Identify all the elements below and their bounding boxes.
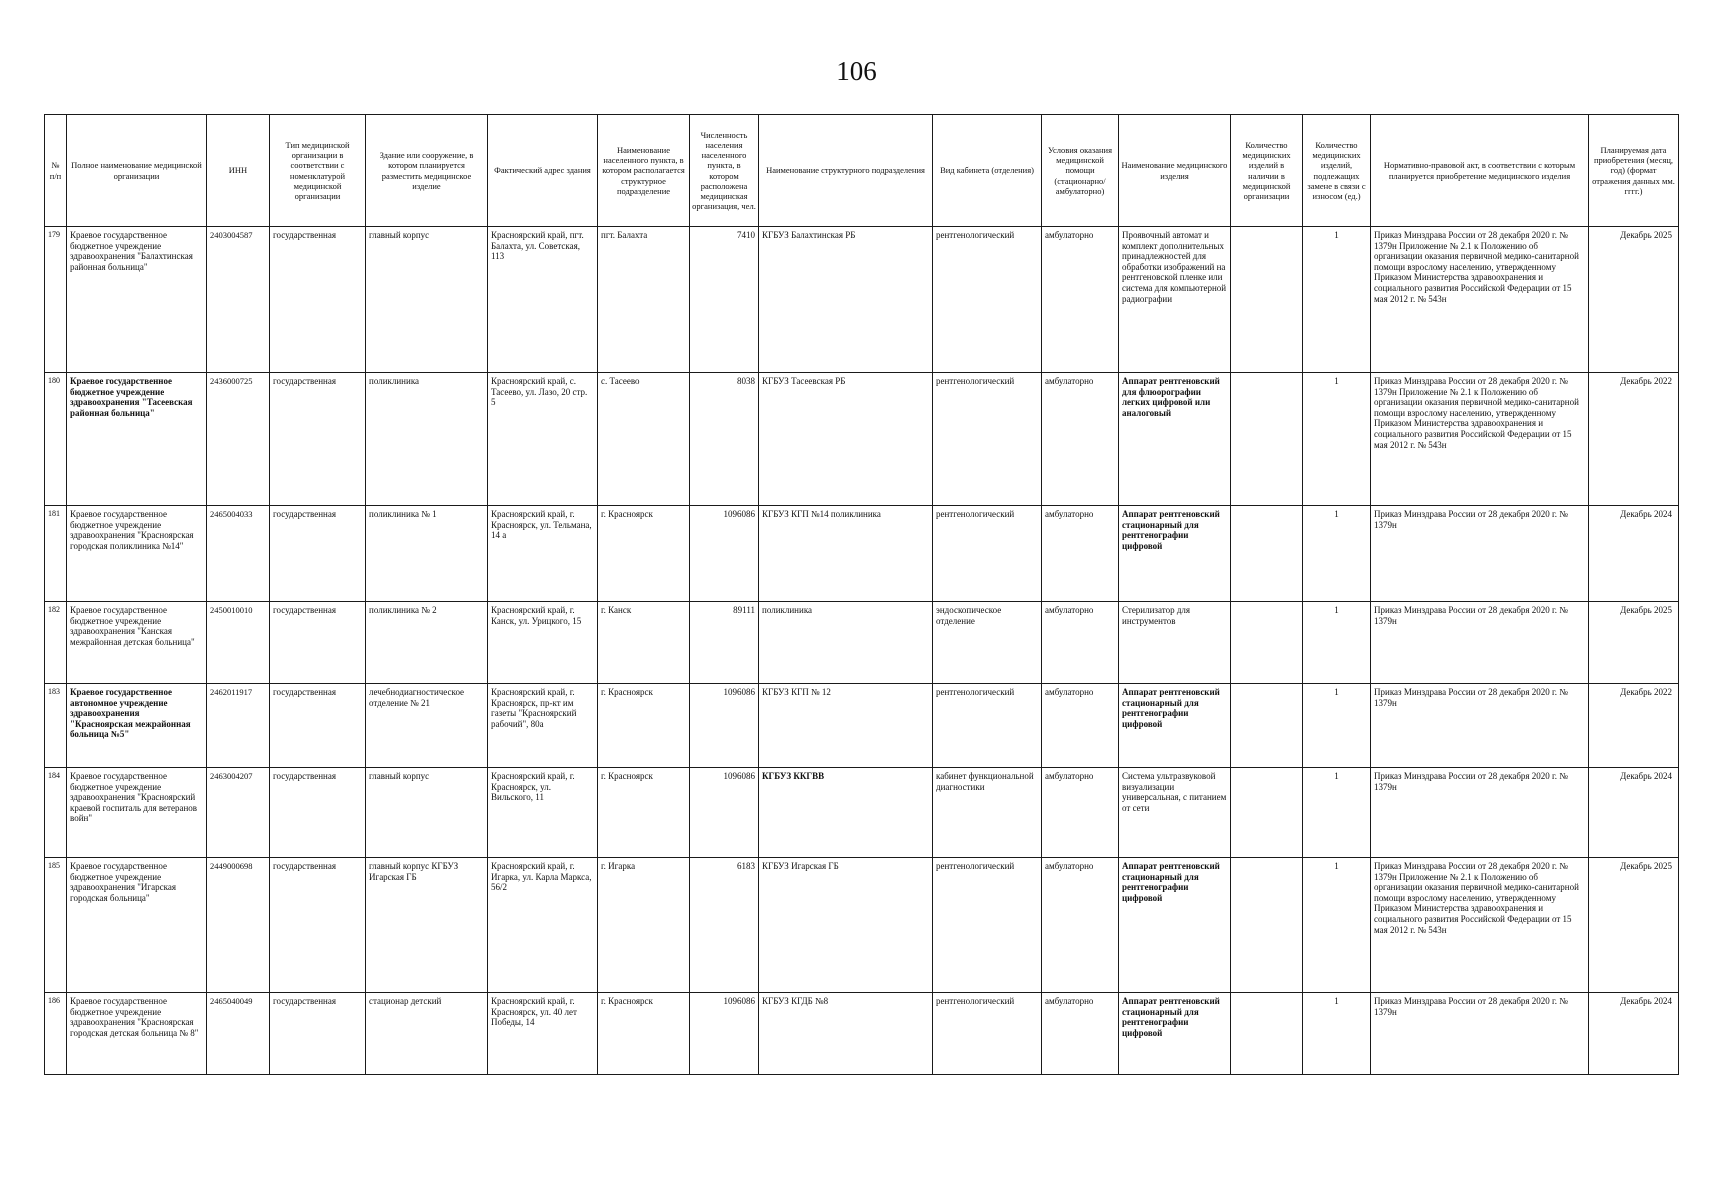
cell-building: главный корпус [366,768,488,858]
cell-office-type: рентгенологический [933,227,1042,373]
cell-qty-available [1231,506,1303,602]
cell-unit: КГБУЗ ККГВВ [759,768,933,858]
cell-org-type: государственная [270,768,366,858]
cell-office-type: эндоскопическое отделение [933,602,1042,684]
cell-conditions: амбулаторно [1042,506,1119,602]
cell-num: 185 [45,858,67,993]
header-settlement: Наименование населенного пункта, в котором располагается структурное подразделение [598,115,690,227]
cell-legal-act: Приказ Минздрава России от 28 декабря 2020 г. № 1379н [1371,602,1589,684]
cell-inn: 2462011917 [207,684,270,768]
table-row [45,993,1679,1075]
cell-num: 181 [45,506,67,602]
page-number: 106 [836,56,877,86]
cell-qty-replace: 1 [1303,227,1371,373]
cell-qty-available [1231,227,1303,373]
cell-unit: КГБУЗ КГДБ №8 [759,993,933,1075]
cell-date: Декабрь 2025 [1589,602,1679,684]
cell-conditions: амбулаторно [1042,684,1119,768]
cell-settlement: г. Красноярск [598,506,690,602]
cell-num: 183 [45,684,67,768]
cell-qty-replace: 1 [1303,602,1371,684]
cell-inn: 2465040049 [207,993,270,1075]
cell-num: 186 [45,993,67,1075]
header-population: Численность населения населенного пункта, в котором расположена медицинская организация, чел. [690,115,759,227]
cell-device: Аппарат рентгеновский стационарный для рентгенографии цифровой [1119,684,1231,768]
header-num: № п/п [45,115,67,227]
cell-qty-replace: 1 [1303,993,1371,1075]
cell-legal-act: Приказ Минздрава России от 28 декабря 2020 г. № 1379н Приложение № 2.1 к Положению об организации оказания первичной медико-санитарной помощи взрослому населению, утвержденному Приказом Министерства здравоохранения и социального развития Российской Федерации от 15 мая 2012 г. № 543н [1371,227,1589,373]
table-row [45,373,1679,506]
cell-legal-act: Приказ Минздрава России от 28 декабря 2020 г. № 1379н [1371,684,1589,768]
header-qty-available: Количество медицинских изделий в наличии в медицинской организации [1231,115,1303,227]
cell-qty-replace: 1 [1303,506,1371,602]
cell-building: поликлиника № 1 [366,506,488,602]
table-row [45,227,1679,373]
cell-population: 7410 [690,227,759,373]
table-header-row [45,115,1679,227]
cell-address: Красноярский край, г. Красноярск, ул. Тельмана, 14 а [488,506,598,602]
cell-unit: поликлиника [759,602,933,684]
cell-device: Аппарат рентгеновский для флюорографии легких цифровой или аналоговый [1119,373,1231,506]
table-row [45,506,1679,602]
cell-device: Проявочный автомат и комплект дополнительных принадлежностей для обработки изображений на рентгеновской пленке или система для компьютерной радиографии [1119,227,1231,373]
medical-equipment-table [44,114,1679,1075]
cell-org-type: государственная [270,602,366,684]
cell-address: Красноярский край, пгт. Балахта, ул. Советская, 113 [488,227,598,373]
cell-population: 1096086 [690,993,759,1075]
cell-org-name: Краевое государственное бюджетное учреждение здравоохранения "Красноярский краевой госпиталь для ветеранов войн" [67,768,207,858]
cell-qty-available [1231,684,1303,768]
cell-building: стационар детский [366,993,488,1075]
cell-qty-available [1231,602,1303,684]
cell-population: 8038 [690,373,759,506]
cell-legal-act: Приказ Минздрава России от 28 декабря 2020 г. № 1379н [1371,506,1589,602]
cell-settlement: г. Красноярск [598,684,690,768]
cell-org-name: Краевое государственное бюджетное учреждение здравоохранения "Красноярская городская поликлиника №14" [67,506,207,602]
cell-num: 179 [45,227,67,373]
cell-device: Аппарат рентгеновский стационарный для рентгенографии цифровой [1119,858,1231,993]
cell-conditions: амбулаторно [1042,227,1119,373]
cell-date: Декабрь 2024 [1589,506,1679,602]
cell-org-name: Краевое государственное бюджетное учреждение здравоохранения "Балахтинская районная больница" [67,227,207,373]
cell-unit: КГБУЗ КГП №14 поликлиника [759,506,933,602]
cell-num: 182 [45,602,67,684]
cell-unit: КГБУЗ КГП № 12 [759,684,933,768]
header-qty-replace: Количество медицинских изделий, подлежащих замене в связи с износом (ед.) [1303,115,1371,227]
cell-address: Красноярский край, с. Тасеево, ул. Лазо, 20 стр. 5 [488,373,598,506]
cell-office-type: рентгенологический [933,684,1042,768]
cell-org-name: Краевое государственное бюджетное учреждение здравоохранения "Канская межрайонная детская больница" [67,602,207,684]
cell-qty-available [1231,993,1303,1075]
cell-legal-act: Приказ Минздрава России от 28 декабря 2020 г. № 1379н [1371,993,1589,1075]
cell-building: главный корпус [366,227,488,373]
cell-org-name: Краевое государственное бюджетное учреждение здравоохранения "Тасеевская районная больница" [67,373,207,506]
cell-device: Система ультразвуковой визуализации универсальная, с питанием от сети [1119,768,1231,858]
header-org-name: Полное наименование медицинской организации [67,115,207,227]
cell-address: Красноярский край, г. Красноярск, ул. 40 лет Победы, 14 [488,993,598,1075]
cell-date: Декабрь 2024 [1589,993,1679,1075]
header-legal-act: Нормативно-правовой акт, в соответствии с которым планируется приобретение медицинского изделия [1371,115,1589,227]
header-date: Планируемая дата приобретения (месяц, год) (формат отражения данных мм. гггг.) [1589,115,1679,227]
header-device: Наименование медицинского изделия [1119,115,1231,227]
cell-date: Декабрь 2025 [1589,227,1679,373]
table-row [45,602,1679,684]
cell-org-type: государственная [270,858,366,993]
cell-conditions: амбулаторно [1042,858,1119,993]
cell-qty-available [1231,768,1303,858]
cell-conditions: амбулаторно [1042,993,1119,1075]
cell-date: Декабрь 2025 [1589,858,1679,993]
header-unit: Наименование структурного подразделения [759,115,933,227]
cell-qty-replace: 1 [1303,858,1371,993]
cell-address: Красноярский край, г. Красноярск, ул. Вильского, 11 [488,768,598,858]
cell-inn: 2463004207 [207,768,270,858]
cell-population: 89111 [690,602,759,684]
cell-office-type: кабинет функциональной диагностики [933,768,1042,858]
cell-address: Красноярский край, г. Канск, ул. Урицкого, 15 [488,602,598,684]
cell-org-type: государственная [270,227,366,373]
cell-unit: КГБУЗ Игарская ГБ [759,858,933,993]
cell-population: 1096086 [690,506,759,602]
cell-device: Аппарат рентгеновский стационарный для рентгенографии цифровой [1119,506,1231,602]
cell-office-type: рентгенологический [933,373,1042,506]
cell-org-type: государственная [270,993,366,1075]
cell-population: 1096086 [690,768,759,858]
cell-address: Красноярский край, г. Игарка, ул. Карла Маркса, 56/2 [488,858,598,993]
cell-building: главный корпус КГБУЗ Игарская ГБ [366,858,488,993]
cell-settlement: г. Красноярск [598,768,690,858]
header-building: Здание или сооружение, в котором планируется разместить медицинское изделие [366,115,488,227]
cell-device: Аппарат рентгеновский стационарный для рентгенографии цифровой [1119,993,1231,1075]
cell-date: Декабрь 2024 [1589,768,1679,858]
cell-population: 1096086 [690,684,759,768]
header-conditions: Условия оказания медицинской помощи (стационарно/амбулаторно) [1042,115,1119,227]
cell-num: 180 [45,373,67,506]
cell-unit: КГБУЗ Тасеевская РБ [759,373,933,506]
cell-inn: 2450010010 [207,602,270,684]
cell-population: 6183 [690,858,759,993]
cell-qty-replace: 1 [1303,684,1371,768]
cell-qty-replace: 1 [1303,768,1371,858]
table-row [45,684,1679,768]
cell-org-type: государственная [270,684,366,768]
cell-office-type: рентгенологический [933,993,1042,1075]
cell-date: Декабрь 2022 [1589,684,1679,768]
cell-conditions: амбулаторно [1042,373,1119,506]
cell-settlement: с. Тасеево [598,373,690,506]
cell-conditions: амбулаторно [1042,602,1119,684]
table-row [45,858,1679,993]
cell-legal-act: Приказ Минздрава России от 28 декабря 2020 г. № 1379н Приложение № 2.1 к Положению об организации оказания первичной медико-санитарной помощи взрослому населению, утвержденному Приказом Министерства здравоохранения и социального развития Российской Федерации от 15 мая 2012 г. № 543н [1371,858,1589,993]
cell-inn: 2436000725 [207,373,270,506]
table-row [45,768,1679,858]
cell-qty-available [1231,373,1303,506]
cell-qty-replace: 1 [1303,373,1371,506]
cell-legal-act: Приказ Минздрава России от 28 декабря 2020 г. № 1379н [1371,768,1589,858]
cell-building: поликлиника [366,373,488,506]
cell-inn: 2465004033 [207,506,270,602]
header-office-type: Вид кабинета (отделения) [933,115,1042,227]
cell-date: Декабрь 2022 [1589,373,1679,506]
cell-device: Стерилизатор для инструментов [1119,602,1231,684]
cell-building: лечебнодиагностическое отделение № 21 [366,684,488,768]
cell-num: 184 [45,768,67,858]
cell-unit: КГБУЗ Балахтинская РБ [759,227,933,373]
cell-org-name: Краевое государственное автономное учреждение здравоохранения "Красноярская межрайонная больница №5" [67,684,207,768]
cell-building: поликлиника № 2 [366,602,488,684]
cell-address: Красноярский край, г. Красноярск, пр-кт им газеты "Красноярский рабочий", 80а [488,684,598,768]
cell-qty-available [1231,858,1303,993]
cell-office-type: рентгенологический [933,506,1042,602]
cell-org-name: Краевое государственное бюджетное учреждение здравоохранения "Игарская городская больница" [67,858,207,993]
cell-inn: 2403004587 [207,227,270,373]
cell-settlement: г. Красноярск [598,993,690,1075]
cell-settlement: г. Игарка [598,858,690,993]
cell-conditions: амбулаторно [1042,768,1119,858]
cell-settlement: пгт. Балахта [598,227,690,373]
cell-legal-act: Приказ Минздрава России от 28 декабря 2020 г. № 1379н Приложение № 2.1 к Положению об организации оказания первичной медико-санитарной помощи взрослому населению, утвержденному Приказом Министерства здравоохранения и социального развития Российской Федерации от 15 мая 2012 г. № 543н [1371,373,1589,506]
header-org-type: Тип медицинской организации в соответствии с номенклатурой медицинской организации [270,115,366,227]
header-inn: ИНН [207,115,270,227]
header-address: Фактический адрес здания [488,115,598,227]
cell-org-type: государственная [270,506,366,602]
cell-org-name: Краевое государственное бюджетное учреждение здравоохранения "Красноярская городская детская больница № 8" [67,993,207,1075]
cell-org-type: государственная [270,373,366,506]
cell-inn: 2449000698 [207,858,270,993]
cell-office-type: рентгенологический [933,858,1042,993]
cell-settlement: г. Канск [598,602,690,684]
